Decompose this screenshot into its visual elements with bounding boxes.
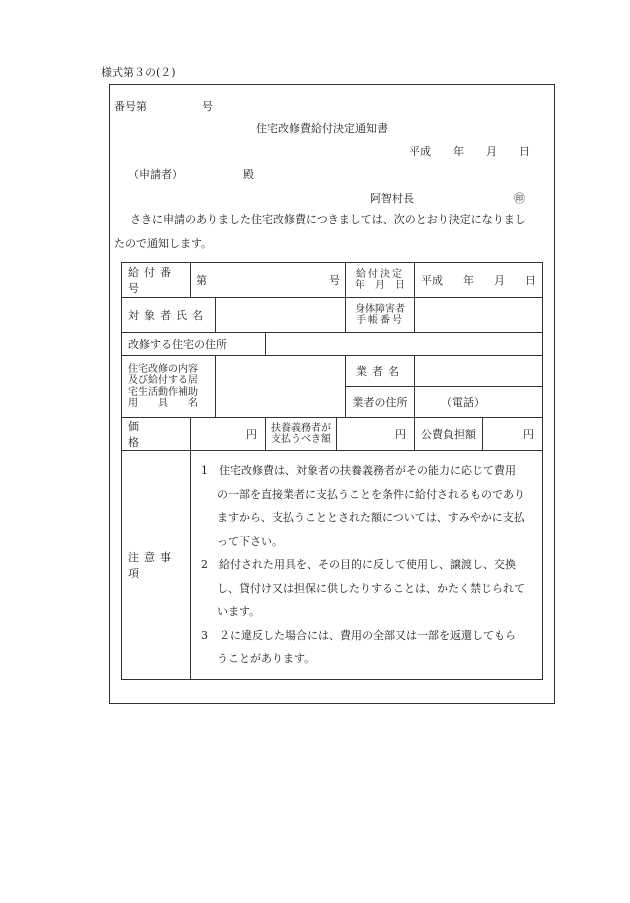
renovation-content-field[interactable]	[216, 356, 346, 418]
issuer-name: 阿智村長	[370, 192, 414, 205]
applicant-label: （申請者）	[128, 168, 183, 181]
table-row	[122, 263, 543, 298]
note-2-line1: 2 給付された用具を、その目的に反して使用し、譲渡し、交換	[201, 558, 516, 571]
vendor-name-label: 業者名	[346, 356, 415, 387]
note-3-line2: うことがあります。	[217, 652, 316, 665]
address-field[interactable]	[266, 333, 543, 356]
go-label: 号	[329, 274, 340, 287]
yen-label: 円	[395, 428, 406, 441]
support-amount-field[interactable]	[337, 418, 415, 451]
document-title: 住宅改修費給付決定通知書	[256, 122, 388, 135]
benefit-number-field[interactable]	[191, 263, 346, 298]
table-row	[122, 333, 543, 356]
date-nen: 年	[463, 274, 474, 287]
date-tsuki: 月	[494, 274, 505, 287]
dai-label: 第	[196, 274, 207, 287]
note-2-line3: います。	[217, 605, 261, 618]
notice-date: 平成 年 月 日	[409, 145, 530, 158]
table-row	[122, 298, 543, 333]
handbook-number-label: 身体障害者 手帳番号	[346, 298, 415, 333]
note-3-line1: 3 ２に違反した場合には、費用の全部又は一部を返還してもら	[201, 628, 516, 642]
decision-table	[121, 262, 543, 680]
table-row	[122, 418, 543, 451]
public-burden-label: 公費負担額	[415, 418, 483, 451]
public-burden-field[interactable]	[483, 418, 543, 451]
note-1-line1: 1 住宅改修費は、対象者の扶養義務者がその能力に応じて費用	[201, 464, 516, 477]
intro-text-line1: さきに申請のありました住宅改修費につきましては、次のとおり決定になりまし	[130, 213, 526, 226]
note-1-line4: って下さい。	[217, 534, 283, 548]
date-hi: 日	[525, 274, 536, 287]
vendor-name-field[interactable]	[415, 356, 543, 387]
recipient-name-label: 対象者氏名	[122, 298, 216, 333]
note-1-line3: ますから、支払うこととされた額については、すみやかに支払	[217, 511, 525, 524]
decision-date-field[interactable]	[415, 263, 543, 298]
yen-label: 円	[246, 428, 257, 441]
price-field[interactable]	[191, 418, 266, 451]
benefit-number-label: 給付番号	[122, 263, 191, 298]
renovation-content-label: 住宅改修の内容 及び給付する居 宅生活動作補助 用 具 名	[122, 356, 216, 418]
recipient-name-field[interactable]	[216, 298, 346, 333]
intro-text-line2: たので通知します。	[114, 237, 213, 250]
vendor-address-field[interactable]	[415, 387, 543, 418]
decision-date-label: 給付決定 年 月 日	[346, 263, 415, 298]
address-label: 改修する住宅の住所	[122, 333, 266, 356]
handbook-number-field[interactable]	[415, 298, 543, 333]
yen-label: 円	[523, 428, 534, 441]
vendor-address-label: 業者の住所	[346, 387, 415, 418]
notes-label: 注意事項	[122, 451, 191, 680]
date-heisei: 平成	[421, 274, 443, 287]
support-amount-label: 扶養義務者が 支払うべき額	[266, 418, 337, 451]
phone-label: （電話）	[441, 396, 485, 409]
seal-mark: ㊞	[514, 192, 525, 205]
table-row	[122, 451, 543, 680]
note-2-line2: し、貸付け又は担保に供したりすることは、かたく禁じられて	[217, 581, 525, 595]
form-number: 様式第３の(２)	[101, 66, 176, 79]
price-label: 価格	[122, 418, 191, 451]
note-1-line2: の一部を直接業者に支払うことを条件に給付されるものであり	[217, 487, 525, 501]
dono-label: 殿	[243, 168, 254, 181]
table-row	[122, 356, 543, 387]
number-label: 番号第 号	[114, 100, 213, 113]
notes-content	[191, 451, 543, 680]
